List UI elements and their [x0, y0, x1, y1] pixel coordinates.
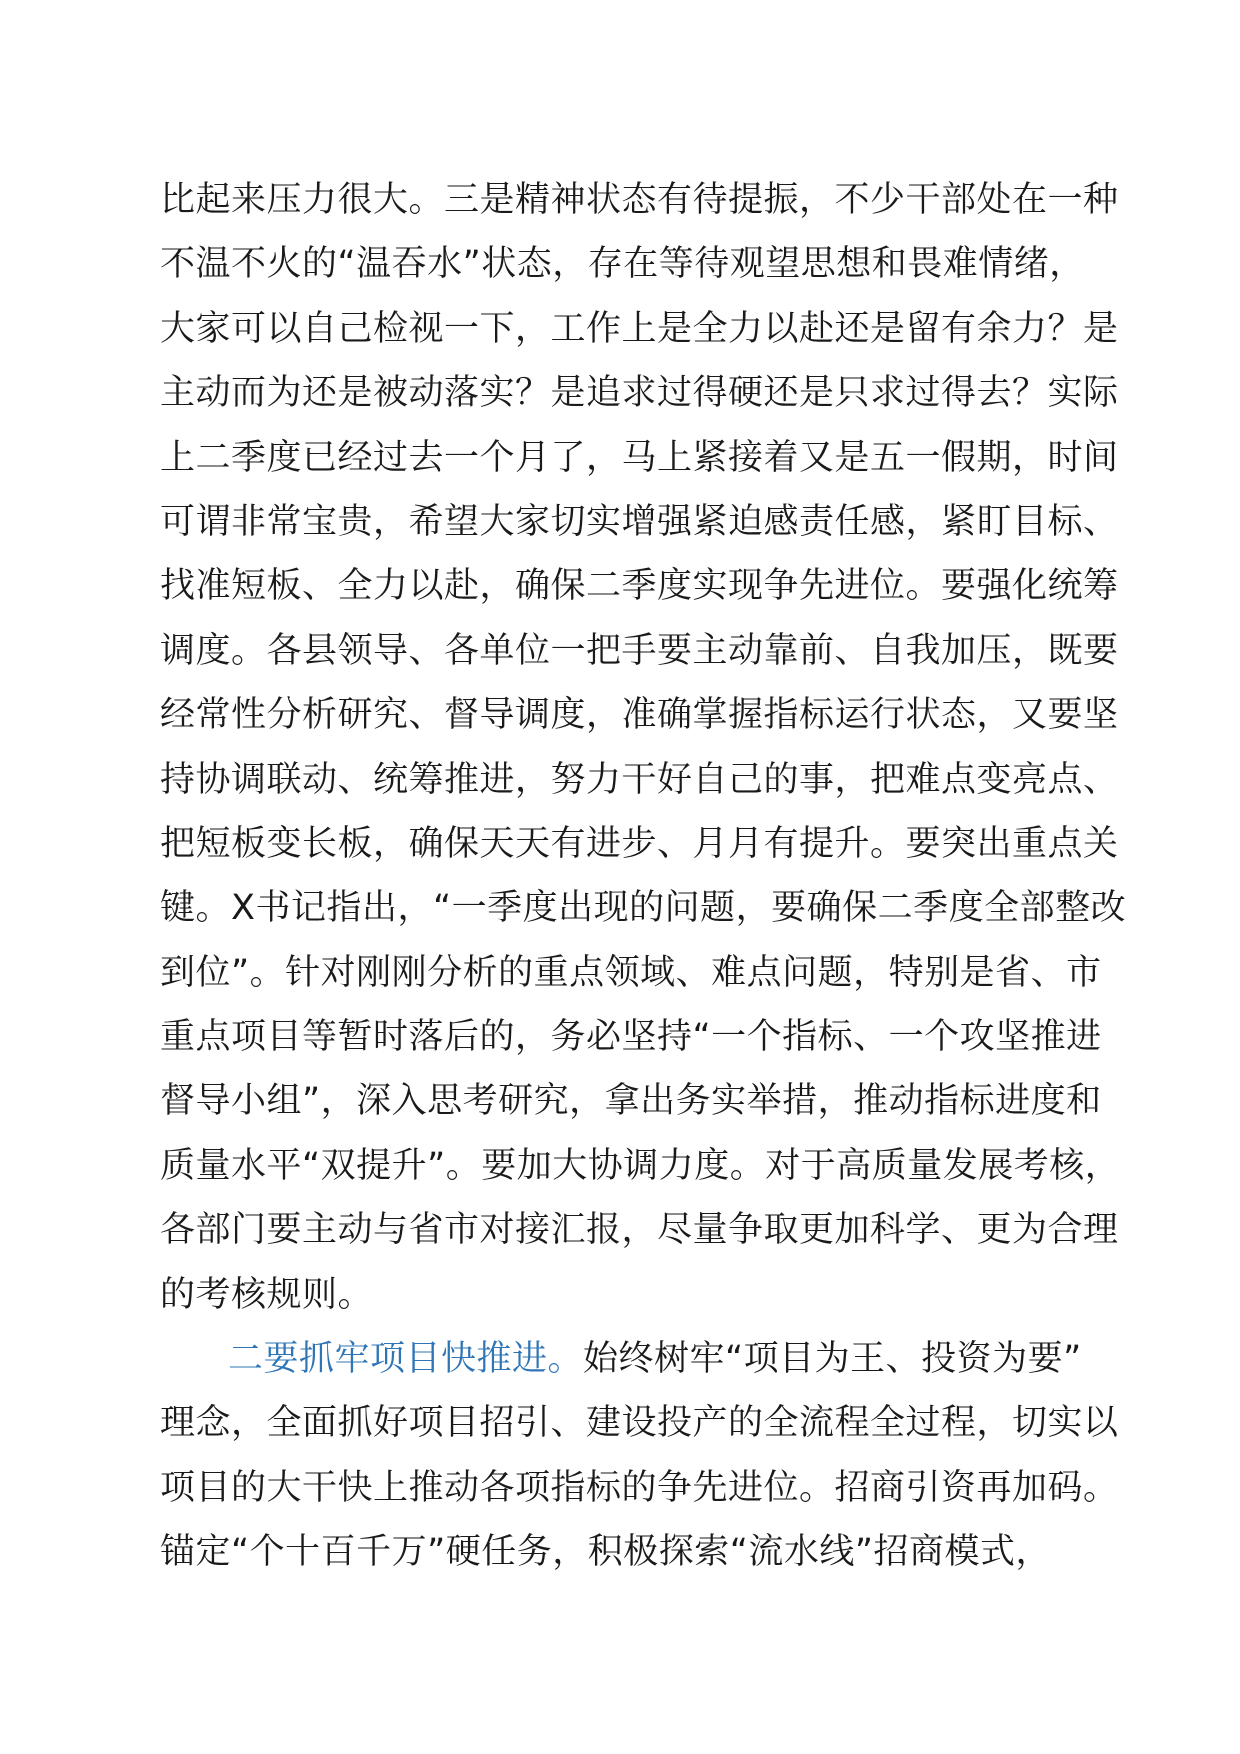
text-line: 比起来压力很大。三是精神状态有待提振，不少干部处在一种 — [160, 180, 1119, 220]
text-line: 不温不火的“温吞水”状态，存在等待观望思想和畏难情绪， — [160, 244, 1085, 285]
text-line: 主动而为还是被动落实？是追求过得硬还是只求过得去？实际 — [160, 373, 1119, 414]
text-line: 找准短板、全力以赴，确保二季度实现争先进位。要强化统筹 — [160, 566, 1119, 607]
text-line: 键。X书记指出，“一季度出现的问题，要确保二季度全部整改 — [160, 888, 1127, 929]
text-line: 上二季度已经过去一个月了，马上紧接着又是五一假期，时间 — [160, 437, 1119, 478]
text-line: 理念，全面抓好项目招引、建设投产的全流程全过程，切实以 — [160, 1403, 1119, 1444]
text-line: 的考核规则。 — [160, 1274, 374, 1315]
text-line: 可谓非常宝贵，希望大家切实增强紧迫感责任感，紧盯目标、 — [160, 501, 1119, 542]
section-heading: 二要抓牢项目快推进。 — [228, 1339, 584, 1380]
text-run: 始终树牢“项目为王、投资为要” — [583, 1339, 1082, 1380]
text-line: 把短板变长板，确保天天有进步、月月有提升。要突出重点关 — [160, 823, 1119, 864]
text-line: 锚定“个十百千万”硬任务，积极探索“流水线”招商模式， — [160, 1532, 1052, 1573]
text-line: 重点项目等暂时落后的，务必坚持“一个指标、一个攻坚推进 — [160, 1017, 1102, 1058]
text-line: 督导小组”，深入思考研究，拿出务实举措，推动指标进度和 — [160, 1081, 1102, 1122]
paragraph-2 — [160, 1327, 1120, 1585]
text-line: 项目的大干快上推动各项指标的争先进位。招商引资再加码。 — [160, 1467, 1119, 1508]
text-line: 质量水平“双提升”。要加大协调力度。对于高质量发展考核， — [160, 1145, 1121, 1186]
text-line: 到位”。针对刚刚分析的重点领域、难点问题，特别是省、市 — [160, 952, 1102, 993]
text-line: 各部门要主动与省市对接汇报，尽量争取更加科学、更为合理 — [160, 1210, 1119, 1251]
paragraph-2-first-line — [160, 1327, 1120, 1391]
text-line: 大家可以自己检视一下，工作上是全力以赴还是留有余力？是 — [160, 308, 1119, 349]
text-line: 经常性分析研究、督导调度，准确掌握指标运行状态，又要坚 — [160, 695, 1119, 736]
paragraph-1 — [160, 168, 1127, 1327]
body-text — [160, 168, 1127, 1585]
text-line: 调度。各县领导、各单位一把手要主动靠前、自我加压，既要 — [160, 630, 1119, 671]
text-line: 持协调联动、统筹推进，努力干好自己的事，把难点变亮点、 — [160, 759, 1119, 800]
